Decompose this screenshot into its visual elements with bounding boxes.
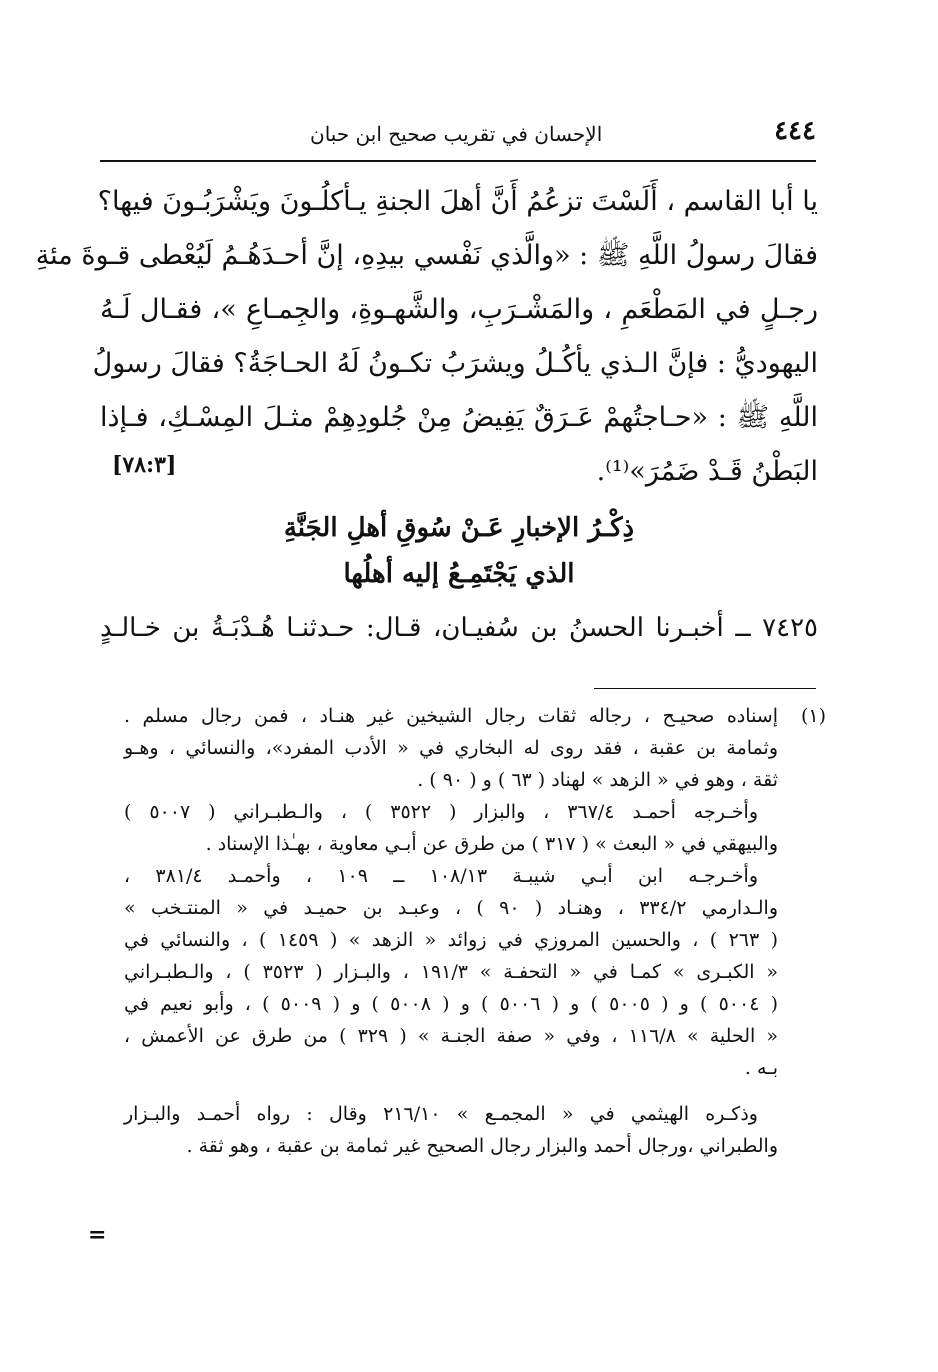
main-text-line: البَطْنُ قَـدْ ضَمُرَ»⁽¹⁾.	[596, 456, 818, 487]
page-number: ٤٤٤	[774, 116, 816, 146]
chapter-heading	[100, 505, 818, 597]
footnote-line: إسناده صحيـح ، رجاله ثقات رجال الشيخين غير هنـاد ، فمن رجال مسلم .	[124, 705, 778, 727]
main-text-line: فقالَ رسولُ اللَّهِ ﷺ : «والَّذي نَفْسي بيدِهِ، إنَّ أحـدَهُـمُ لَيُعْطى قـوةَ مئةِ	[35, 240, 818, 271]
footnote-line: « الحلية » ١١٦/٨ ، وفي « صفة الجنـة » ( ٣٢٩ ) من طرق عن الأعمش ،	[124, 1025, 778, 1047]
page-header	[100, 116, 816, 156]
volume-reference: [٧٨:٣]	[112, 452, 177, 478]
footnote-rule	[594, 688, 816, 689]
main-text	[35, 175, 818, 499]
main-text-line: اليهوديُّ : فإنَّ الـذي يأكُـلُ ويشرَبُ تكـونُ لَهُ الحـاجَةُ؟ فقالَ رسولُ	[92, 348, 818, 379]
footnote-line: وأخـرجه أحمـد ٣٦٧/٤ ، والبزار ( ٣٥٢٢ ) ، والـطبـراني ( ٥٠٠٧ )	[124, 801, 758, 823]
main-text-line: يا أبا القاسم ، أَلَسْتَ تزعُمُ أَنَّ أهلَ الجنةِ يـأكلُـونَ ويَشْرَبُـونَ فيها؟	[97, 186, 818, 217]
footnote-line: وأخـرجـه ابن أبـي شيبـة ١٠٨/١٣ ــ ١٠٩ ، وأحمـد ٣٨١/٤ ،	[124, 865, 759, 887]
footnote-line: والبيهقي في « البعث » ( ٣١٧ ) من طرق عن أبـي معاوية ، بهـٰذا الإسناد .	[205, 833, 778, 855]
running-title: الإحسان في تقريب صحيح ابن حبان	[310, 122, 603, 146]
footnote-line: « الكبـرى » كمـا في « التحفـة » ١٩١/٣ ، والبـزار ( ٣٥٢٣ ) ، والـطبـراني	[124, 961, 779, 983]
chapter-heading-line-1: ذِكْـرُ الإخبارِ عَـنْ سُوقِ أهلِ الجَنَّةِ	[283, 513, 635, 543]
footnote-line: ثقة ، وهو في « الزهد » لهناد ( ٦٣ ) و ( ٩٠ ) .	[417, 769, 778, 791]
footnote-line: وثمامة بن عقبة ، فقد روى له البخاري في « الأدب المفرد»، والنسائي ، وهـو	[124, 737, 778, 759]
footnotes	[124, 700, 778, 1162]
hadith-intro: ٧٤٢٥ ــ أخبـرنا الحسنُ بن سُفيـان، قـال: حـدثنـا هُـدْبَـةُ بن خـالـدٍ	[100, 613, 818, 643]
footnote-line: ( ٥٠٠٤ ) و ( ٥٠٠٥ ) و ( ٥٠٠٦ ) و ( ٥٠٠٨ ) و ( ٥٠٠٩ ) ، وأبو نعيم في	[124, 993, 778, 1015]
footnote-line: وذكـره الهيثمي في « المجمـع » ٢١٦/١٠ وقال : رواه أحمـد والبـزار	[124, 1103, 758, 1125]
footnote-line: بـه .	[744, 1057, 778, 1079]
main-text-line: اللَّهِ ﷺ : «حـاجتُهمْ عَـرَقٌ يَفِيضُ مِنْ جُلودِهِمْ مثـلَ المِسْـكِ، فـإذا	[100, 402, 818, 433]
continuation-mark: =	[88, 1222, 107, 1248]
chapter-heading-line-2: الذي يَجْتَمِـعُ إليه أهلُها	[343, 559, 575, 589]
paragraph-gap	[124, 1084, 778, 1098]
footnote-line: ( ٢٦٣ ) ، والحسين المروزي في زوائد « الزهد » ( ١٤٥٩ ) ، والنسائي في	[124, 929, 778, 951]
footnote-line: والطبراني ،ورجال أحمد والبزار رجال الصحيح غير ثمامة بن عقبة ، وهو ثقة .	[186, 1135, 778, 1157]
main-text-line: رجـلٍ في المَطْعَمِ ، والمَشْـرَبِ، والشَّهـوةِ، والجِمـاعِ »، فقـال لَـهُ	[100, 294, 818, 325]
footnote-line: والـدارمي ٣٣٤/٢ ، وهنـاد ( ٩٠ ) ، وعبـد بن حميـد في « المنتـخب »	[124, 897, 778, 919]
footnote-marker: (١)	[800, 705, 826, 727]
header-rule	[100, 160, 816, 162]
